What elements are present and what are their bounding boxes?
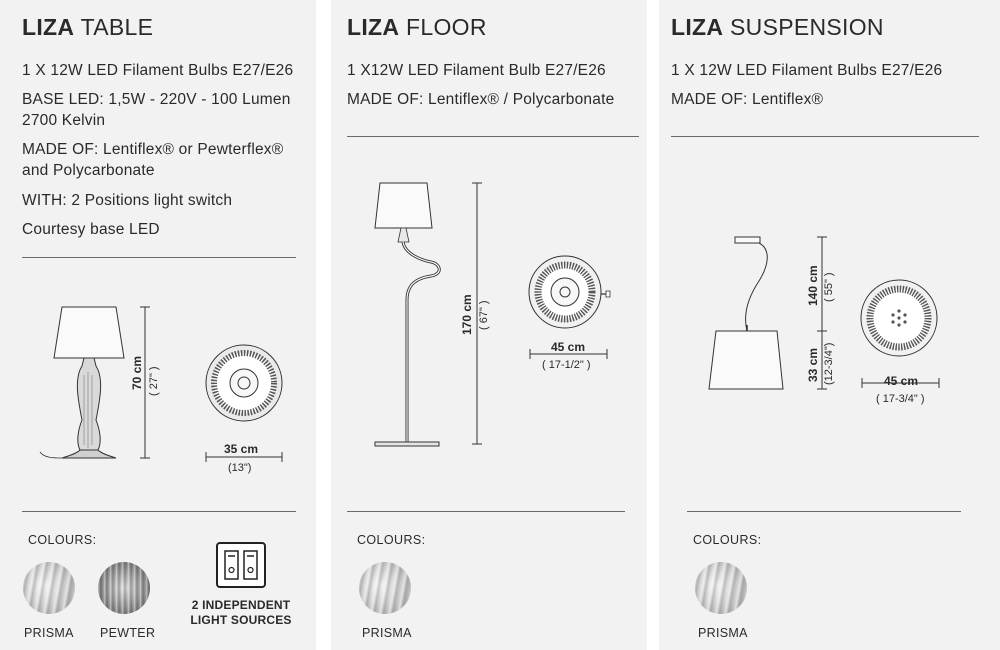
suspension-panel xyxy=(659,0,1000,650)
table-base-shape xyxy=(62,450,116,458)
table-spec-polycarbonate: and Polycarbonate xyxy=(22,162,155,179)
floor-shade-shape xyxy=(375,183,432,228)
independent-sources-label xyxy=(186,598,296,628)
table-shade-shape xyxy=(54,307,124,358)
floor-spec-made-of: MADE OF: Lentiflex® / Polycarbonate xyxy=(347,91,615,108)
table-spec-base-led: BASE LED: 1,5W - 220V - 100 Lumen xyxy=(22,91,291,108)
table-cord xyxy=(40,452,62,458)
suspension-diam-cm: 45 cm xyxy=(884,374,919,388)
table-spec-made-of: MADE OF: Lentiflex® or Pewterflex® xyxy=(22,141,284,158)
table-body-shape xyxy=(77,358,100,450)
suspension-height1-in: ( 55" ) xyxy=(823,272,835,302)
floor-colour-prisma-label: PRISMA xyxy=(362,626,412,640)
suspension-title-bold: LIZA xyxy=(671,14,724,40)
suspension-divider-top xyxy=(671,136,979,137)
table-topview-inner xyxy=(230,369,258,397)
table-diam-in: (13") xyxy=(228,462,252,474)
independent-line-2: LIGHT SOURCES xyxy=(190,613,292,627)
table-divider-top xyxy=(22,257,296,258)
floor-diam-cm: 45 cm xyxy=(551,340,586,354)
independent-line-1: 2 INDEPENDENT xyxy=(191,598,291,612)
suspension-diam-in: ( 17-3/4" ) xyxy=(876,393,925,405)
table-spec-courtesy: Courtesy base LED xyxy=(22,221,160,238)
dual-switch-icon xyxy=(216,542,266,588)
table-spec-kelvin: 2700 Kelvin xyxy=(22,112,106,129)
suspension-cable xyxy=(746,243,768,331)
suspension-spec-made-of: MADE OF: Lentiflex® xyxy=(671,91,824,108)
suspension-height2-in: (12-3/4") xyxy=(823,342,835,385)
table-spec-switch: WITH: 2 Positions light switch xyxy=(22,192,233,209)
suspension-colour-prisma-label: PRISMA xyxy=(698,626,748,640)
floor-swatch-prisma[interactable] xyxy=(359,562,411,614)
table-panel xyxy=(0,0,316,650)
floor-stem xyxy=(403,242,439,442)
floor-base xyxy=(375,442,439,446)
suspension-title xyxy=(671,14,884,41)
table-colours-label: COLOURS: xyxy=(28,533,97,547)
table-swatch-prisma[interactable] xyxy=(23,562,75,614)
table-swatch-pewter[interactable] xyxy=(98,562,150,614)
suspension-swatch-prisma[interactable] xyxy=(695,562,747,614)
table-title xyxy=(22,14,153,41)
table-title-bold: LIZA xyxy=(22,14,75,40)
floor-divider-top xyxy=(347,136,639,137)
suspension-canopy xyxy=(735,237,760,243)
table-title-rest: TABLE xyxy=(80,14,154,40)
floor-colours-label: COLOURS: xyxy=(357,533,426,547)
floor-height-cm: 170 cm xyxy=(460,294,474,335)
table-diam-cm: 35 cm xyxy=(224,442,259,456)
floor-height-in: ( 67" ) xyxy=(478,300,490,330)
table-colour-pewter-label: PEWTER xyxy=(100,626,156,640)
suspension-height2-cm: 33 cm xyxy=(806,347,820,382)
floor-title xyxy=(347,14,487,41)
table-spec-bulbs: 1 X 12W LED Filament Bulbs E27/E26 xyxy=(22,62,294,79)
floor-title-rest: FLOOR xyxy=(406,14,487,40)
suspension-title-rest: SUSPENSION xyxy=(730,14,884,40)
floor-diam-in: ( 17-1/2" ) xyxy=(542,359,591,371)
table-height-in: ( 27" ) xyxy=(148,366,160,396)
floor-spec-bulb: 1 X12W LED Filament Bulb E27/E26 xyxy=(347,62,606,79)
suspension-colours-label: COLOURS: xyxy=(693,533,762,547)
suspension-spec-bulbs: 1 X 12W LED Filament Bulbs E27/E26 xyxy=(671,62,943,79)
floor-divider-bottom xyxy=(347,511,625,512)
floor-title-bold: LIZA xyxy=(347,14,400,40)
table-height-cm: 70 cm xyxy=(130,355,144,390)
suspension-shade xyxy=(709,331,783,389)
suspension-divider-bottom xyxy=(687,511,961,512)
suspension-height1-cm: 140 cm xyxy=(806,265,820,306)
table-divider-bottom xyxy=(22,511,296,512)
table-colour-prisma-label: PRISMA xyxy=(24,626,74,640)
floor-panel xyxy=(331,0,647,650)
